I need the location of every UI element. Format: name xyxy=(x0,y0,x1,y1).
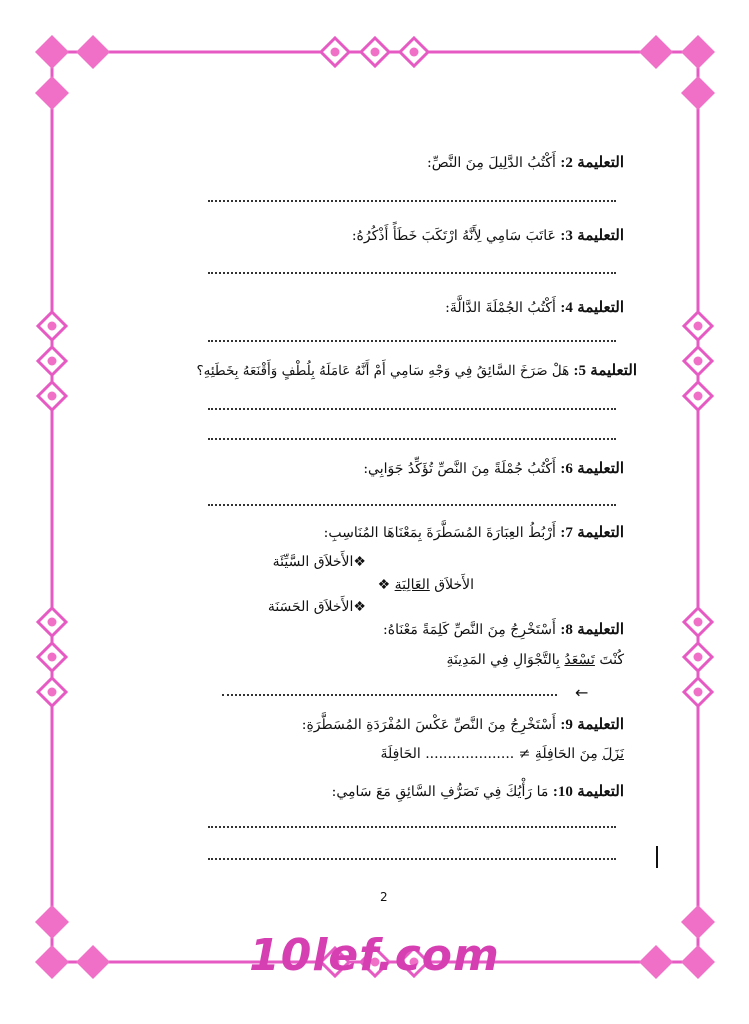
instruction-9 xyxy=(302,715,624,734)
answer-line[interactable] xyxy=(208,854,616,860)
q9-middle: مِنَ الحَافِلَةِ ≠ .................... xyxy=(425,746,603,762)
q9-end: الحَافِلَةَ xyxy=(380,746,426,762)
instruction-number: 7: xyxy=(560,525,573,541)
instruction-text: عَاتَبَ سَامِي لِأَنَّهُ ارْتَكَبَ خَطَأً أَذْكُرُهُ: xyxy=(351,228,556,244)
instruction-3 xyxy=(352,226,624,245)
instruction-number: 10: xyxy=(552,784,573,800)
border-dot xyxy=(48,392,57,401)
border-dot xyxy=(694,392,703,401)
instruction-number: 9: xyxy=(560,717,573,733)
answer-line[interactable] xyxy=(222,690,557,696)
instruction-number: 8: xyxy=(560,622,573,638)
instruction-text: مَا رَأْيُكَ فِي تَصَرُّفِ السَّائِقِ مَعَ سَامِي: xyxy=(331,784,549,800)
instruction-8 xyxy=(383,620,624,639)
match-phrase[interactable] xyxy=(378,577,474,593)
border-dot xyxy=(48,653,57,662)
instruction-label: التعليمة xyxy=(577,155,624,171)
instruction-label: التعليمة xyxy=(577,622,624,638)
border-diamond xyxy=(681,76,715,110)
match-phrase-prefix: الأَخلاَق xyxy=(429,577,474,593)
instruction-text: أَكْتُبُ جُمْلَةً مِنَ النَّصِّ تُؤَكِّدُ جَوَابِي: xyxy=(363,461,556,477)
border-diamond xyxy=(35,35,69,69)
instruction-6 xyxy=(363,459,624,478)
instruction-4 xyxy=(445,298,624,317)
text-cursor-mark xyxy=(656,846,658,868)
border-dot xyxy=(694,357,703,366)
border-dot xyxy=(48,322,57,331)
instruction-text: أَسْتَخْرِجُ مِنَ النَّصِّ عَكْسَ المُفْرَدَةِ المُسَطَّرَةِ: xyxy=(301,717,556,733)
instruction-label: التعليمة xyxy=(590,363,637,379)
instruction-text: أَكْتُبُ الدَّلِيلَ مِنَ النَّصِّ: xyxy=(426,155,556,171)
instruction-number: 5: xyxy=(573,363,586,379)
instruction-label: التعليمة xyxy=(577,300,624,316)
match-option-2[interactable]: ❖الأَخلاَق الحَسَنَة xyxy=(267,599,366,615)
instruction-label: التعليمة xyxy=(577,717,624,733)
q8-sentence xyxy=(446,652,624,668)
match-phrase-underlined: العَالِيَة xyxy=(394,577,430,593)
instruction-number: 3: xyxy=(560,228,573,244)
instruction-label: التعليمة xyxy=(577,461,624,477)
left-arrow-icon: ← xyxy=(575,683,589,702)
border-dot xyxy=(694,618,703,627)
instruction-text: أَسْتَخْرِجُ مِنَ النَّصِّ كَلِمَةً مَعْنَاهُ: xyxy=(383,622,556,638)
answer-line[interactable] xyxy=(208,336,616,342)
q9-line[interactable] xyxy=(380,746,624,762)
q9-underlined-word: نَزَلَ xyxy=(602,746,624,762)
instruction-text: هَلْ صَرَخَ السَّائِقُ فِي وَجْهِ سَامِي أَمْ أَنَّهُ عَامَلَهُ بِلُطْفٍ وَأَقْنَعَهُ بِخَطَئِهِ؟ xyxy=(196,363,570,379)
border-diamond xyxy=(35,76,69,110)
border-diamonds xyxy=(35,35,715,979)
instruction-text: أَرْبُطُ العِبَارَةَ المُسَطَّرَةَ بِمَعْنَاهَا المُنَاسِبِ: xyxy=(323,525,556,541)
border-dot xyxy=(410,48,419,57)
q8-underlined-word: تَسْعَدُ xyxy=(564,652,595,668)
border-dot xyxy=(48,357,57,366)
answer-line[interactable] xyxy=(208,822,616,828)
instruction-label: التعليمة xyxy=(577,784,624,800)
border-dot xyxy=(331,48,340,57)
instruction-10 xyxy=(332,782,624,801)
q8-suffix: بِالتَّجْوَالِ فِي المَدِينَةِ xyxy=(446,652,565,668)
match-option-1[interactable]: ❖الأَخلاَق السَّيِّئَة xyxy=(272,554,366,570)
page-number: 2 xyxy=(380,890,388,904)
instruction-label: التعليمة xyxy=(577,228,624,244)
border-diamond xyxy=(681,35,715,69)
border-diamond xyxy=(76,35,110,69)
border-dot xyxy=(694,322,703,331)
border-dot xyxy=(371,48,380,57)
instruction-5 xyxy=(196,361,637,380)
match-phrase-marker: ❖ xyxy=(377,577,395,593)
answer-line[interactable] xyxy=(208,404,616,410)
border-dot xyxy=(694,653,703,662)
instruction-2 xyxy=(427,153,624,172)
instruction-number: 2: xyxy=(560,155,573,171)
answer-line[interactable] xyxy=(208,268,616,274)
answer-line[interactable] xyxy=(208,500,616,506)
border-diamond xyxy=(639,35,673,69)
instruction-number: 4: xyxy=(560,300,573,316)
q8-prefix: كُنْتَ xyxy=(594,652,624,668)
instruction-label: التعليمة xyxy=(577,525,624,541)
border-dot xyxy=(48,618,57,627)
answer-line[interactable] xyxy=(208,434,616,440)
border-dot xyxy=(694,688,703,697)
instruction-7 xyxy=(324,523,624,542)
answer-line[interactable] xyxy=(208,196,616,202)
site-logo: 10lef.com xyxy=(249,930,500,981)
border-lines xyxy=(40,40,712,974)
border-dot xyxy=(48,688,57,697)
instruction-number: 6: xyxy=(560,461,573,477)
instruction-text: أَكْتُبُ الجُمْلَةَ الدَّالَّةَ: xyxy=(445,300,556,316)
